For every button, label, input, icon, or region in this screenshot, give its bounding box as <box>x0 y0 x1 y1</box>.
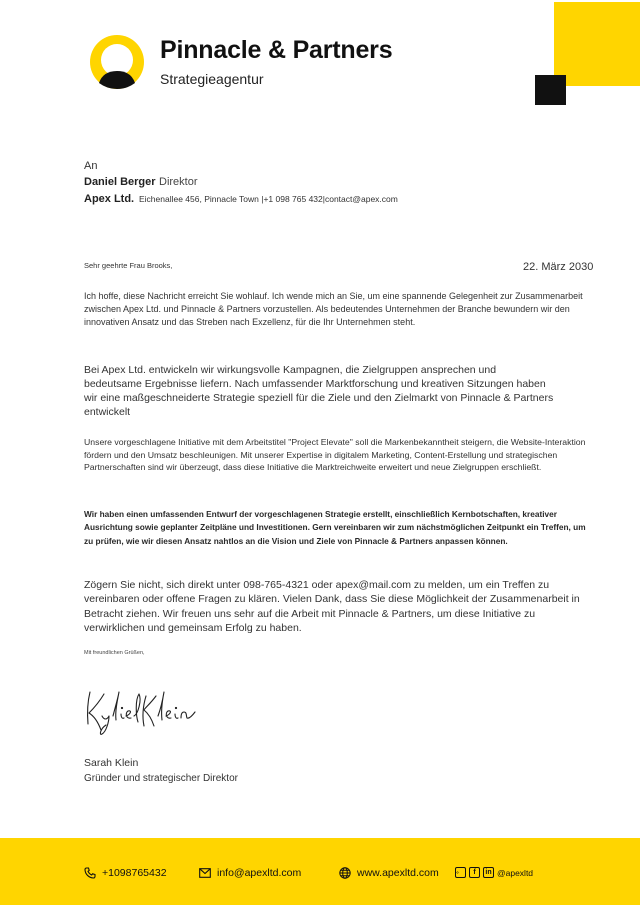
body-paragraph-3: Unsere vorgeschlagene Initiative mit dem Arbeitstitel "Project Elevate" soll die Markenbekanntheit steigern, die Website-Interaktion fördern und den Umsatz beschleunigen. Mit unserer Expertise in digitalem Marketing, Content-Erstellung und strategischen Partnerschaften sind wir überzeugt, dass diese Initiative die Marktreichweite erweitert und neue Zielgruppen erschließt. <box>84 437 586 473</box>
recipient-name: Daniel Berger <box>84 176 156 188</box>
handwritten-signature <box>82 686 207 738</box>
body-paragraph-5: Zögern Sie nicht, sich direkt unter 098-765-4321 oder apex@mail.com zu melden, um ein Treffen zu vereinbaren oder offene Fragen zu klären. Vielen Dank, dass Sie diese Möglichkeit der Zusammenarbeit in Betracht ziehen. Wir freuen uns sehr auf die Arbeit mit Pinnacle & Partners, um diese Initiative zu verwirklichen und gemeinsam Erfolg zu haben. <box>84 579 580 635</box>
signer-name: Sarah Klein <box>84 757 139 769</box>
recipient-role: Direktor <box>159 176 198 188</box>
recipient-prefix: An <box>84 160 98 172</box>
company-tagline: Strategieagentur <box>160 71 264 87</box>
globe-icon <box>339 867 351 879</box>
recipient-contact: Eichenallee 456, Pinnacle Town |+1 098 765 432|contact@apex.com <box>139 194 398 204</box>
salutation: Sehr geehrte Frau Brooks, <box>84 261 173 270</box>
linkedin-icon[interactable]: in <box>483 867 494 878</box>
company-name: Pinnacle & Partners <box>160 36 393 64</box>
body-paragraph-4: Wir haben einen umfassenden Entwurf der vorgeschlagenen Strategie erstellt, einschließlich Kernbotschaften, kreativer Ausrichtung sowie geplanter Zeitpläne und Investitionen. Gern vereinbaren wir zum nächstmöglichen Zeitpunkt ein Treffen, um zu prüfen, wie wir diesen Ansatz nahtlos an die Vision und Ziele von Pinnacle & Partners anpassen können. <box>84 509 586 546</box>
phone-icon <box>84 867 96 879</box>
body-paragraph-1: Ich hoffe, diese Nachricht erreicht Sie wohlauf. Ich wende mich an Sie, um eine spannende Gelegenheit zur Zusammenarbeit zwischen Apex Ltd. und Pinnacle & Partners vorzustellen. Als bedeutendes Unternehmen der Branche bewundern wir den innovativen Ansatz und das Streben nach Exzellenz, für die Ihr Unternehmen steht. <box>84 291 583 327</box>
corner-black-square <box>535 75 566 105</box>
body-paragraph-2: Bei Apex Ltd. entwickeln wir wirkungsvolle Kampagnen, die Zielgruppen ansprechen und bedeutsame Ergebnisse liefern. Nach umfassender Marktforschung und kreativen Sitzungen haben wir eine maßgeschneiderte Strategie speziell für die Ziele und den Zielmarkt von Pinnacle & Partners entwickelt <box>84 364 554 418</box>
recipient-company: Apex Ltd. <box>84 193 135 205</box>
footer-social[interactable] <box>455 867 533 878</box>
facebook-icon[interactable]: f <box>469 867 480 878</box>
footer-bar <box>0 838 640 905</box>
instagram-icon[interactable] <box>455 867 466 878</box>
footer-website[interactable] <box>339 867 439 879</box>
footer-email-text: info@apexltd.com <box>217 867 302 879</box>
footer-phone-text: +1098765432 <box>102 867 167 879</box>
footer-website-text: www.apexltd.com <box>357 867 439 879</box>
letter-date: 22. März 2030 <box>523 261 594 273</box>
mail-icon <box>199 868 211 878</box>
person-avatar-icon <box>90 35 144 89</box>
footer-phone[interactable] <box>84 867 167 879</box>
corner-accent-block <box>554 2 640 86</box>
closing: Mit freundlichen Grüßen, <box>84 650 145 656</box>
footer-social-handle: @apexltd <box>497 867 534 878</box>
footer-email[interactable] <box>199 867 301 879</box>
signer-title: Gründer und strategischer Direktor <box>84 773 238 784</box>
